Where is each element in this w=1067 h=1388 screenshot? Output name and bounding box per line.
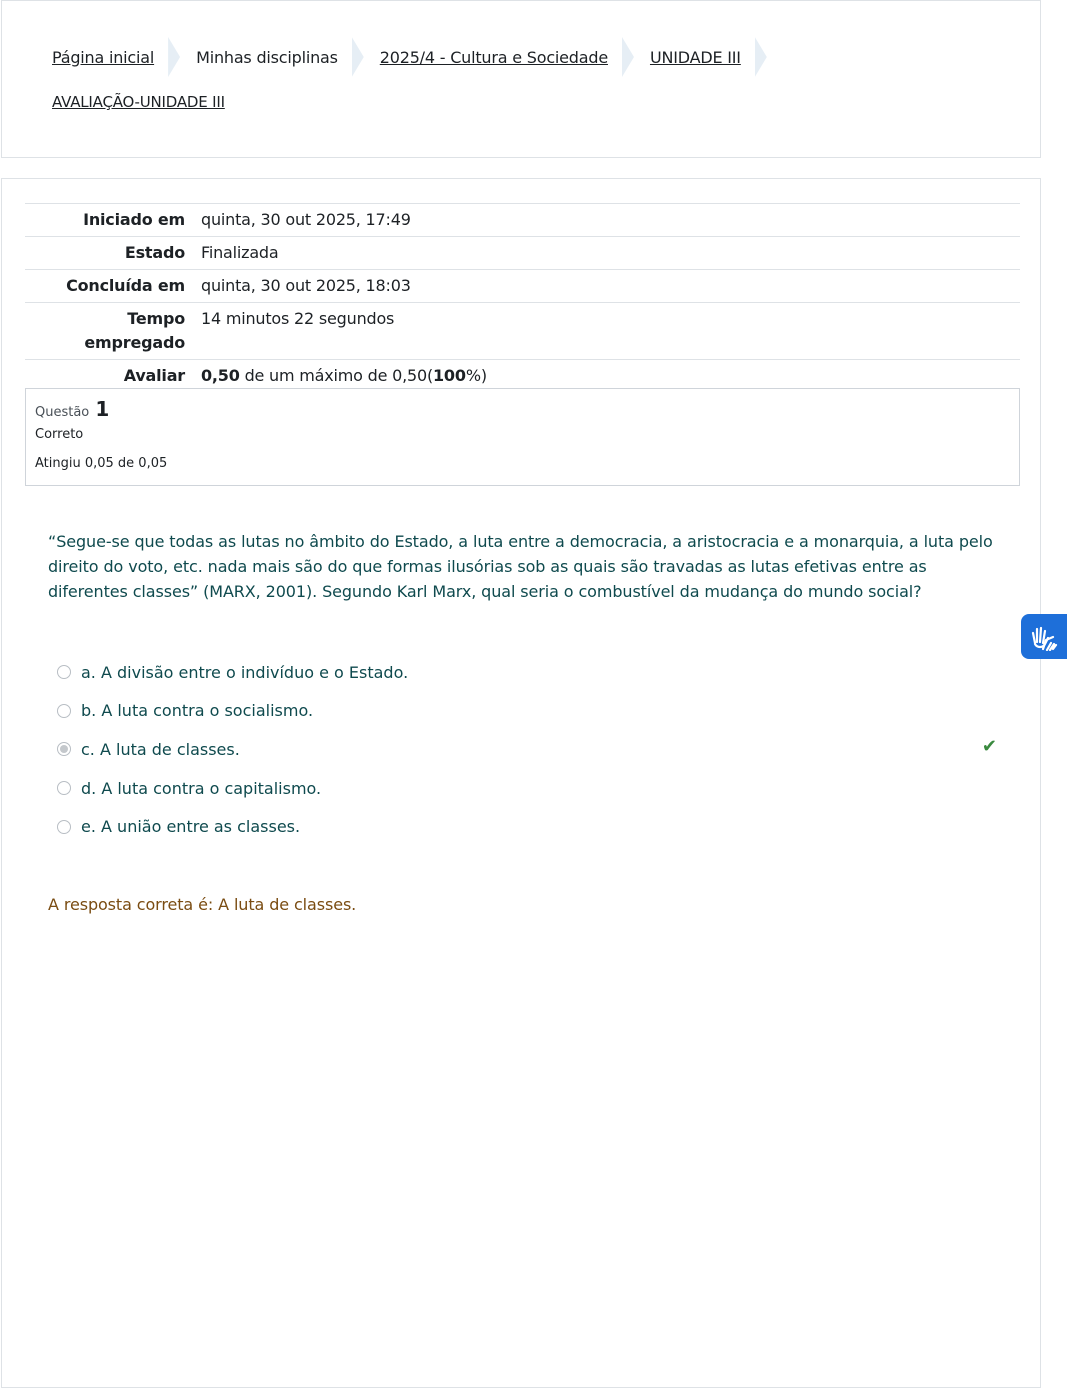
answer-label: d. A luta contra o capitalismo.	[81, 778, 322, 798]
summary-label: Concluída em	[66, 276, 185, 295]
answer-label: b. A luta contra o socialismo.	[81, 701, 314, 721]
summary-label: Tempo empregado	[84, 309, 185, 352]
answer-list	[57, 653, 997, 846]
radio-button[interactable]	[57, 820, 71, 834]
question-grade: Atingiu 0,05 de 0,05	[35, 456, 168, 471]
breadcrumb-card	[1, 0, 1041, 158]
accessibility-widget-button[interactable]	[1021, 614, 1067, 659]
question-label: Questão	[35, 405, 90, 420]
attempt-summary-table	[25, 203, 1020, 392]
breadcrumb-item-course[interactable]	[380, 48, 608, 67]
breadcrumb-item-quiz[interactable]	[52, 93, 225, 111]
radio-button[interactable]	[57, 704, 71, 718]
question-state: Correto	[35, 427, 84, 442]
summary-label: Estado	[124, 243, 185, 262]
correct-answer-feedback: A resposta correta é: A luta de classes.	[48, 895, 357, 914]
breadcrumb-item-home[interactable]	[52, 48, 154, 67]
grade-percent: 100	[433, 366, 466, 385]
question-number-value: 1	[95, 397, 110, 421]
question-info-box	[25, 388, 1020, 486]
question-text: “Segue-se que todas as lutas no âmbito do Estado, a luta entre a democracia, a aristocracia e a monarquia, a luta pelo direito do voto, etc. nada mais são do que formas ilusórias sob as quais são travadas as lutas efetivas entre as diferentes classes” (MARX, 2001). Segundo Karl Marx, qual seria o combustível da mudança do mundo social?	[48, 532, 993, 601]
sign-language-hands-icon	[1029, 623, 1059, 651]
breadcrumb-text-my-courses: Minhas disciplinas	[196, 47, 338, 67]
radio-button[interactable]	[57, 781, 71, 795]
radio-button[interactable]	[57, 665, 71, 679]
summary-label: Iniciado em	[83, 210, 185, 229]
summary-value: 14 minutos 22 segundos	[201, 309, 395, 328]
summary-row-time	[25, 303, 1020, 360]
grade-percent-sign: %)	[465, 366, 487, 385]
radio-button-selected[interactable]	[57, 742, 71, 756]
breadcrumb-link-unit[interactable]: UNIDADE III	[649, 47, 741, 67]
summary-row-completed	[25, 270, 1020, 303]
breadcrumb-separator	[622, 37, 634, 77]
breadcrumb-item-my-courses	[196, 48, 338, 67]
answer-option-a[interactable]	[57, 653, 997, 692]
breadcrumb	[52, 35, 783, 79]
answer-label: e. A união entre as classes.	[81, 817, 301, 837]
question-number	[35, 397, 1010, 421]
summary-value: Finalizada	[201, 243, 279, 262]
summary-row-state	[25, 237, 1020, 270]
summary-label: Avaliar	[123, 366, 185, 385]
answer-option-d[interactable]	[57, 769, 997, 808]
grade-max: de um máximo de 0,50(	[239, 366, 433, 385]
breadcrumb-separator	[755, 37, 767, 77]
answer-label: c. A luta de classes.	[81, 739, 240, 759]
summary-value: quinta, 30 out 2025, 17:49	[201, 210, 411, 229]
breadcrumb-link-course[interactable]: 2025/4 - Cultura e Sociedade	[379, 47, 608, 67]
summary-value: quinta, 30 out 2025, 18:03	[201, 276, 411, 295]
answer-option-c[interactable]	[57, 730, 997, 769]
breadcrumb-item-unit[interactable]	[650, 48, 741, 67]
answer-option-e[interactable]	[57, 807, 997, 846]
breadcrumb-link-quiz[interactable]: AVALIAÇÃO-UNIDADE III	[52, 93, 225, 111]
answer-option-b[interactable]	[57, 692, 997, 731]
summary-row-started	[25, 204, 1020, 237]
grade-score: 0,50	[201, 366, 240, 385]
breadcrumb-separator	[168, 37, 180, 77]
answer-label: a. A divisão entre o indivíduo e o Estado.	[81, 662, 409, 682]
breadcrumb-link-home[interactable]: Página inicial	[52, 47, 155, 67]
quiz-review-card	[1, 178, 1041, 1388]
breadcrumb-separator	[352, 37, 364, 77]
check-icon: ✔	[981, 736, 997, 758]
